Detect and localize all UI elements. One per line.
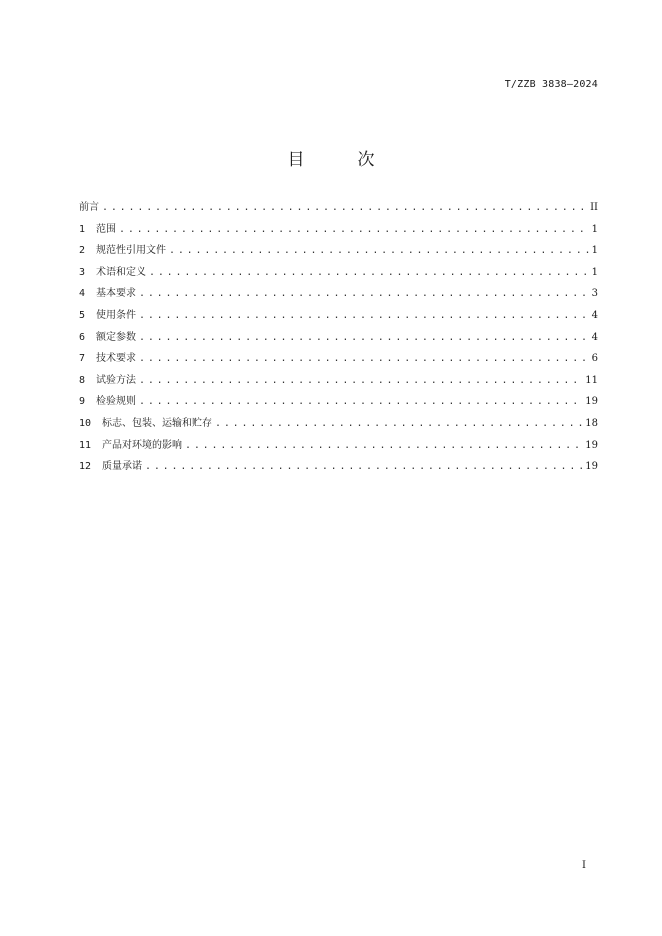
toc-entry-foreword[interactable] bbox=[79, 198, 598, 220]
toc-entry-5[interactable] bbox=[79, 306, 598, 328]
toc-leader-dots bbox=[139, 353, 589, 364]
toc-entry-label: 术语和定义 bbox=[96, 266, 146, 278]
toc-entry-page: 11 bbox=[585, 374, 598, 386]
toc-entry-number: 12 bbox=[79, 461, 92, 473]
toc-entry-label: 使用条件 bbox=[96, 309, 136, 321]
toc-entry-number: 5 bbox=[79, 309, 86, 321]
toc-entry-number: 3 bbox=[79, 266, 86, 278]
toc-entry-label: 前言 bbox=[79, 202, 99, 213]
toc-entry-label: 产品对环境的影响 bbox=[102, 439, 182, 451]
toc-leader-dots bbox=[139, 332, 589, 343]
toc-entry-number: 2 bbox=[79, 245, 86, 257]
toc-entry-label: 技术要求 bbox=[96, 353, 136, 365]
toc-leader-dots bbox=[139, 375, 582, 386]
toc-leader-dots bbox=[139, 288, 589, 299]
toc-entry-11[interactable] bbox=[79, 436, 598, 458]
toc-entry-10[interactable] bbox=[79, 414, 598, 436]
toc-leader-dots bbox=[139, 310, 589, 321]
toc-entry-page: II bbox=[590, 202, 598, 213]
toc-entry-4[interactable] bbox=[79, 284, 598, 306]
toc-entry-label: 额定参数 bbox=[96, 331, 136, 343]
toc-entry-label: 范围 bbox=[96, 223, 116, 235]
toc-leader-dots bbox=[119, 224, 589, 235]
toc-entry-label: 质量承诺 bbox=[102, 461, 142, 473]
toc-entry-page: 1 bbox=[591, 223, 598, 235]
toc-entry-number: 9 bbox=[79, 396, 86, 408]
toc-entry-label: 规范性引用文件 bbox=[96, 245, 166, 257]
page-number: I bbox=[582, 860, 586, 871]
toc-leader-dots bbox=[102, 202, 587, 213]
toc-title: 目 次 bbox=[287, 150, 393, 170]
toc-entry-page: 19 bbox=[585, 439, 598, 451]
toc-entry-page: 4 bbox=[591, 331, 598, 343]
toc-entry-9[interactable] bbox=[79, 392, 598, 414]
toc-entry-8[interactable] bbox=[79, 371, 598, 393]
toc-entry-3[interactable] bbox=[79, 263, 598, 285]
toc-entry-number: 11 bbox=[79, 439, 92, 451]
toc-leader-dots bbox=[215, 418, 582, 429]
toc-entry-page: 1 bbox=[591, 266, 598, 278]
toc-entry-label: 检验规则 bbox=[96, 396, 136, 408]
toc-entry-page: 4 bbox=[591, 309, 598, 321]
toc-entry-number: 10 bbox=[79, 417, 92, 429]
toc-entry-12[interactable] bbox=[79, 457, 598, 479]
toc-entry-page: 19 bbox=[585, 461, 598, 473]
toc-entry-6[interactable] bbox=[79, 328, 598, 350]
toc-entry-page: 18 bbox=[585, 417, 598, 429]
toc-leader-dots bbox=[145, 461, 582, 472]
toc-leader-dots bbox=[185, 440, 582, 451]
toc-entry-2[interactable] bbox=[79, 241, 598, 263]
toc-entry-number: 1 bbox=[79, 223, 86, 235]
toc-leader-dots bbox=[139, 396, 582, 407]
toc-entry-7[interactable] bbox=[79, 349, 598, 371]
toc-entry-number: 6 bbox=[79, 331, 86, 343]
toc-entry-page: 1 bbox=[591, 245, 598, 257]
toc-entry-label: 试验方法 bbox=[96, 374, 136, 386]
document-code: T/ZZB 3838—2024 bbox=[504, 79, 598, 90]
toc-entry-label: 基本要求 bbox=[96, 288, 136, 300]
toc-entry-number: 4 bbox=[79, 288, 86, 300]
table-of-contents bbox=[79, 198, 598, 479]
toc-entry-1[interactable] bbox=[79, 220, 598, 242]
toc-entry-number: 8 bbox=[79, 374, 86, 386]
toc-entry-page: 19 bbox=[585, 396, 598, 408]
toc-entry-page: 3 bbox=[591, 288, 598, 300]
toc-entry-page: 6 bbox=[591, 353, 598, 365]
toc-leader-dots bbox=[169, 245, 589, 256]
toc-entry-number: 7 bbox=[79, 353, 86, 365]
toc-leader-dots bbox=[149, 267, 589, 278]
toc-entry-label: 标志、包装、运输和贮存 bbox=[102, 417, 212, 429]
